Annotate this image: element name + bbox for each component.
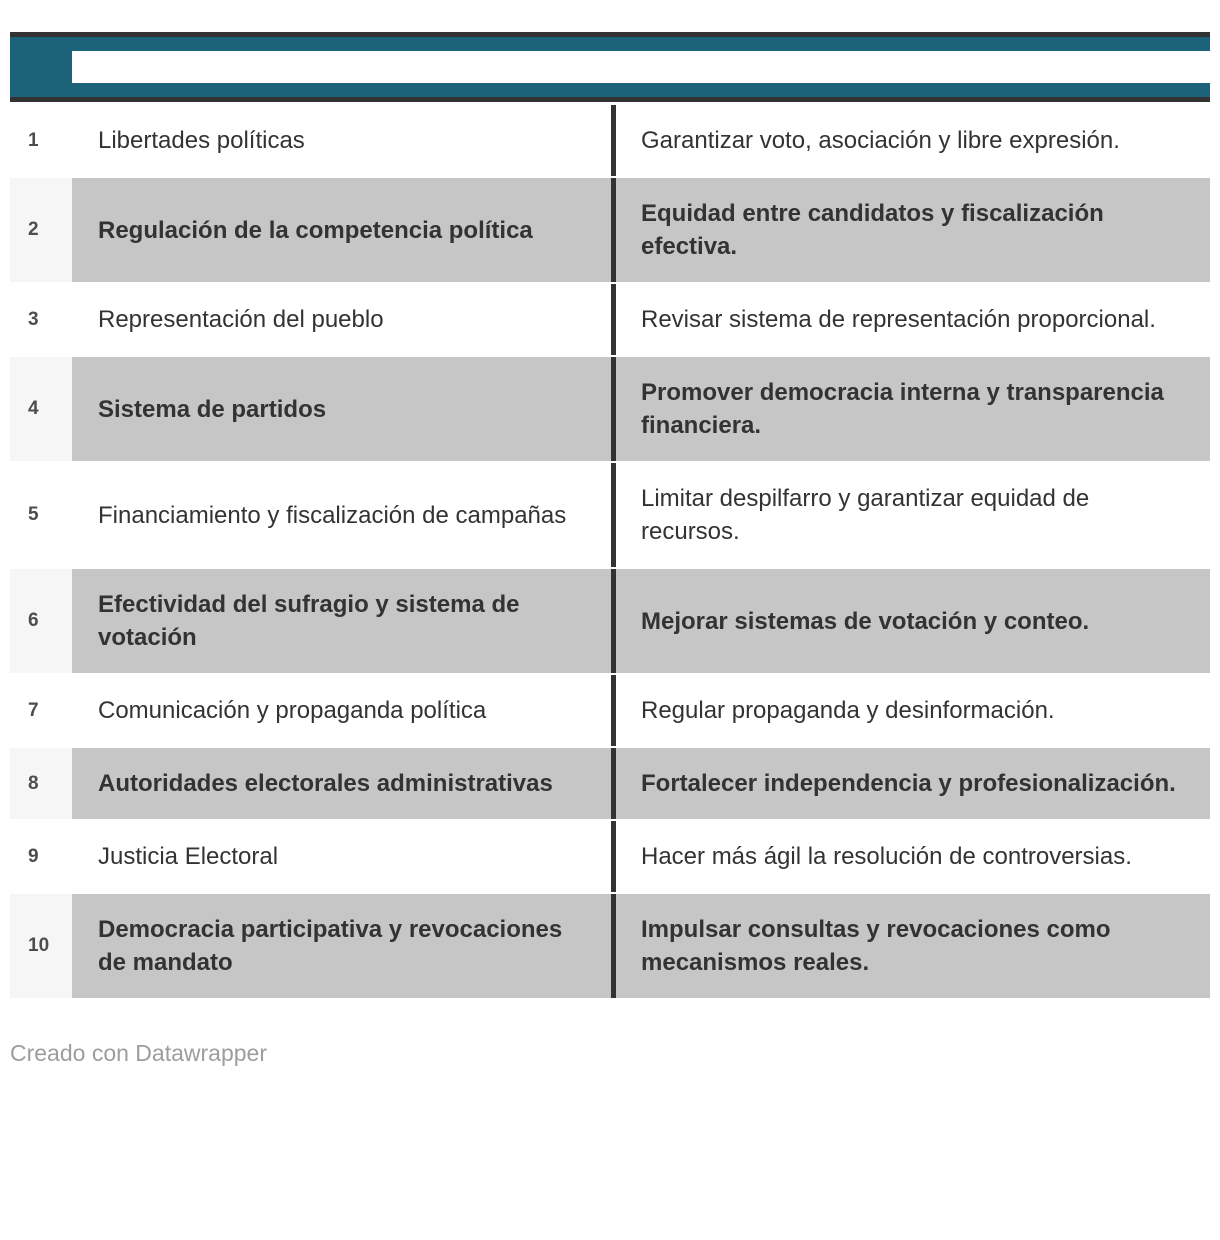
table-row xyxy=(10,178,1210,282)
proposito-cell xyxy=(616,748,1210,819)
proposito-text: Regular propaganda y desinformación. xyxy=(641,697,1055,724)
table-row xyxy=(10,105,1210,176)
proposito-text: Promover democracia interna y transparencia financiera. xyxy=(641,379,1164,439)
proposito-text: Hacer más ágil la resolución de controversias. xyxy=(641,843,1132,870)
tema-text: Financiamiento y fiscalización de campañas xyxy=(98,501,567,529)
proposito-cell xyxy=(616,675,1210,746)
tema-text: Justicia Electoral xyxy=(98,843,279,870)
row-number-cell xyxy=(10,821,72,892)
tema-text: Sistema de partidos xyxy=(98,395,327,423)
table-row xyxy=(10,748,1210,819)
tema-cell xyxy=(72,675,616,746)
proposito-text: Garantizar voto, asociación y libre expresión. xyxy=(641,127,1120,154)
table-row xyxy=(10,675,1210,746)
row-number: 3 xyxy=(28,308,39,330)
tema-text: Autoridades electorales administrativas xyxy=(98,770,553,797)
proposito-text: Limitar despilfarro y garantizar equidad de recursos. xyxy=(641,485,1090,545)
table-row xyxy=(10,284,1210,355)
table xyxy=(10,32,1210,998)
table-row xyxy=(10,357,1210,461)
row-number: 5 xyxy=(28,504,39,525)
column-header-tema: TEMA xyxy=(98,51,180,82)
table-body xyxy=(10,105,1210,998)
table-row xyxy=(10,463,1210,567)
datawrapper-table-page xyxy=(0,32,1220,1240)
tema-cell xyxy=(72,569,616,673)
tema-cell xyxy=(72,105,616,176)
row-number: 6 xyxy=(28,610,39,631)
table-row xyxy=(10,569,1210,673)
tema-cell xyxy=(72,357,616,461)
tema-cell xyxy=(72,748,616,819)
proposito-cell xyxy=(616,463,1210,567)
row-number: 9 xyxy=(28,845,39,867)
row-number-cell xyxy=(10,748,72,819)
table-header-row xyxy=(10,32,1210,102)
row-number: 4 xyxy=(28,398,39,419)
table-row xyxy=(10,821,1210,892)
column-header-proposito: PROPÓSITO xyxy=(641,51,812,82)
tema-text: Regulación de la competencia política xyxy=(98,216,533,244)
proposito-cell xyxy=(616,357,1210,461)
proposito-text: Revisar sistema de representación proporcional. xyxy=(641,306,1156,333)
footer xyxy=(10,1040,1220,1067)
table-row xyxy=(10,894,1210,998)
proposito-text: Impulsar consultas y revocaciones como mecanismos reales. xyxy=(641,916,1111,976)
proposito-cell xyxy=(616,284,1210,355)
row-number-cell xyxy=(10,284,72,355)
row-number-cell xyxy=(10,178,72,282)
proposito-text: Mejorar sistemas de votación y conteo. xyxy=(641,607,1090,635)
tema-cell xyxy=(72,463,616,567)
proposito-cell xyxy=(616,821,1210,892)
tema-text: Efectividad del sufragio y sistema de votación xyxy=(98,591,520,651)
proposito-text: Fortalecer independencia y profesionalización. xyxy=(641,770,1176,797)
tema-text: Comunicación y propaganda política xyxy=(98,697,487,724)
row-number-cell xyxy=(10,675,72,746)
row-number: 8 xyxy=(28,772,39,794)
tema-cell xyxy=(72,821,616,892)
proposito-cell xyxy=(616,178,1210,282)
tema-text: Libertades políticas xyxy=(98,127,305,154)
tema-cell xyxy=(72,894,616,998)
tema-text: Representación del pueblo xyxy=(98,306,384,333)
proposito-text: Equidad entre candidatos y fiscalización efectiva. xyxy=(641,200,1104,260)
row-number-cell xyxy=(10,894,72,998)
attribution-text: Creado con Datawrapper xyxy=(10,1040,267,1066)
header-cell-tema xyxy=(72,51,616,83)
row-number: 2 xyxy=(28,219,39,240)
tema-text: Democracia participativa y revocaciones de mandato xyxy=(98,916,563,976)
row-number-cell xyxy=(10,357,72,461)
row-number-cell xyxy=(10,105,72,176)
row-number-cell xyxy=(10,463,72,567)
tema-cell xyxy=(72,284,616,355)
header-cell-proposito xyxy=(616,51,1210,83)
proposito-cell xyxy=(616,105,1210,176)
proposito-cell xyxy=(616,569,1210,673)
row-number: 7 xyxy=(28,699,39,721)
proposito-cell xyxy=(616,894,1210,998)
row-number: 1 xyxy=(28,129,39,151)
row-number-cell xyxy=(10,569,72,673)
row-number: 10 xyxy=(28,935,50,956)
tema-cell xyxy=(72,178,616,282)
